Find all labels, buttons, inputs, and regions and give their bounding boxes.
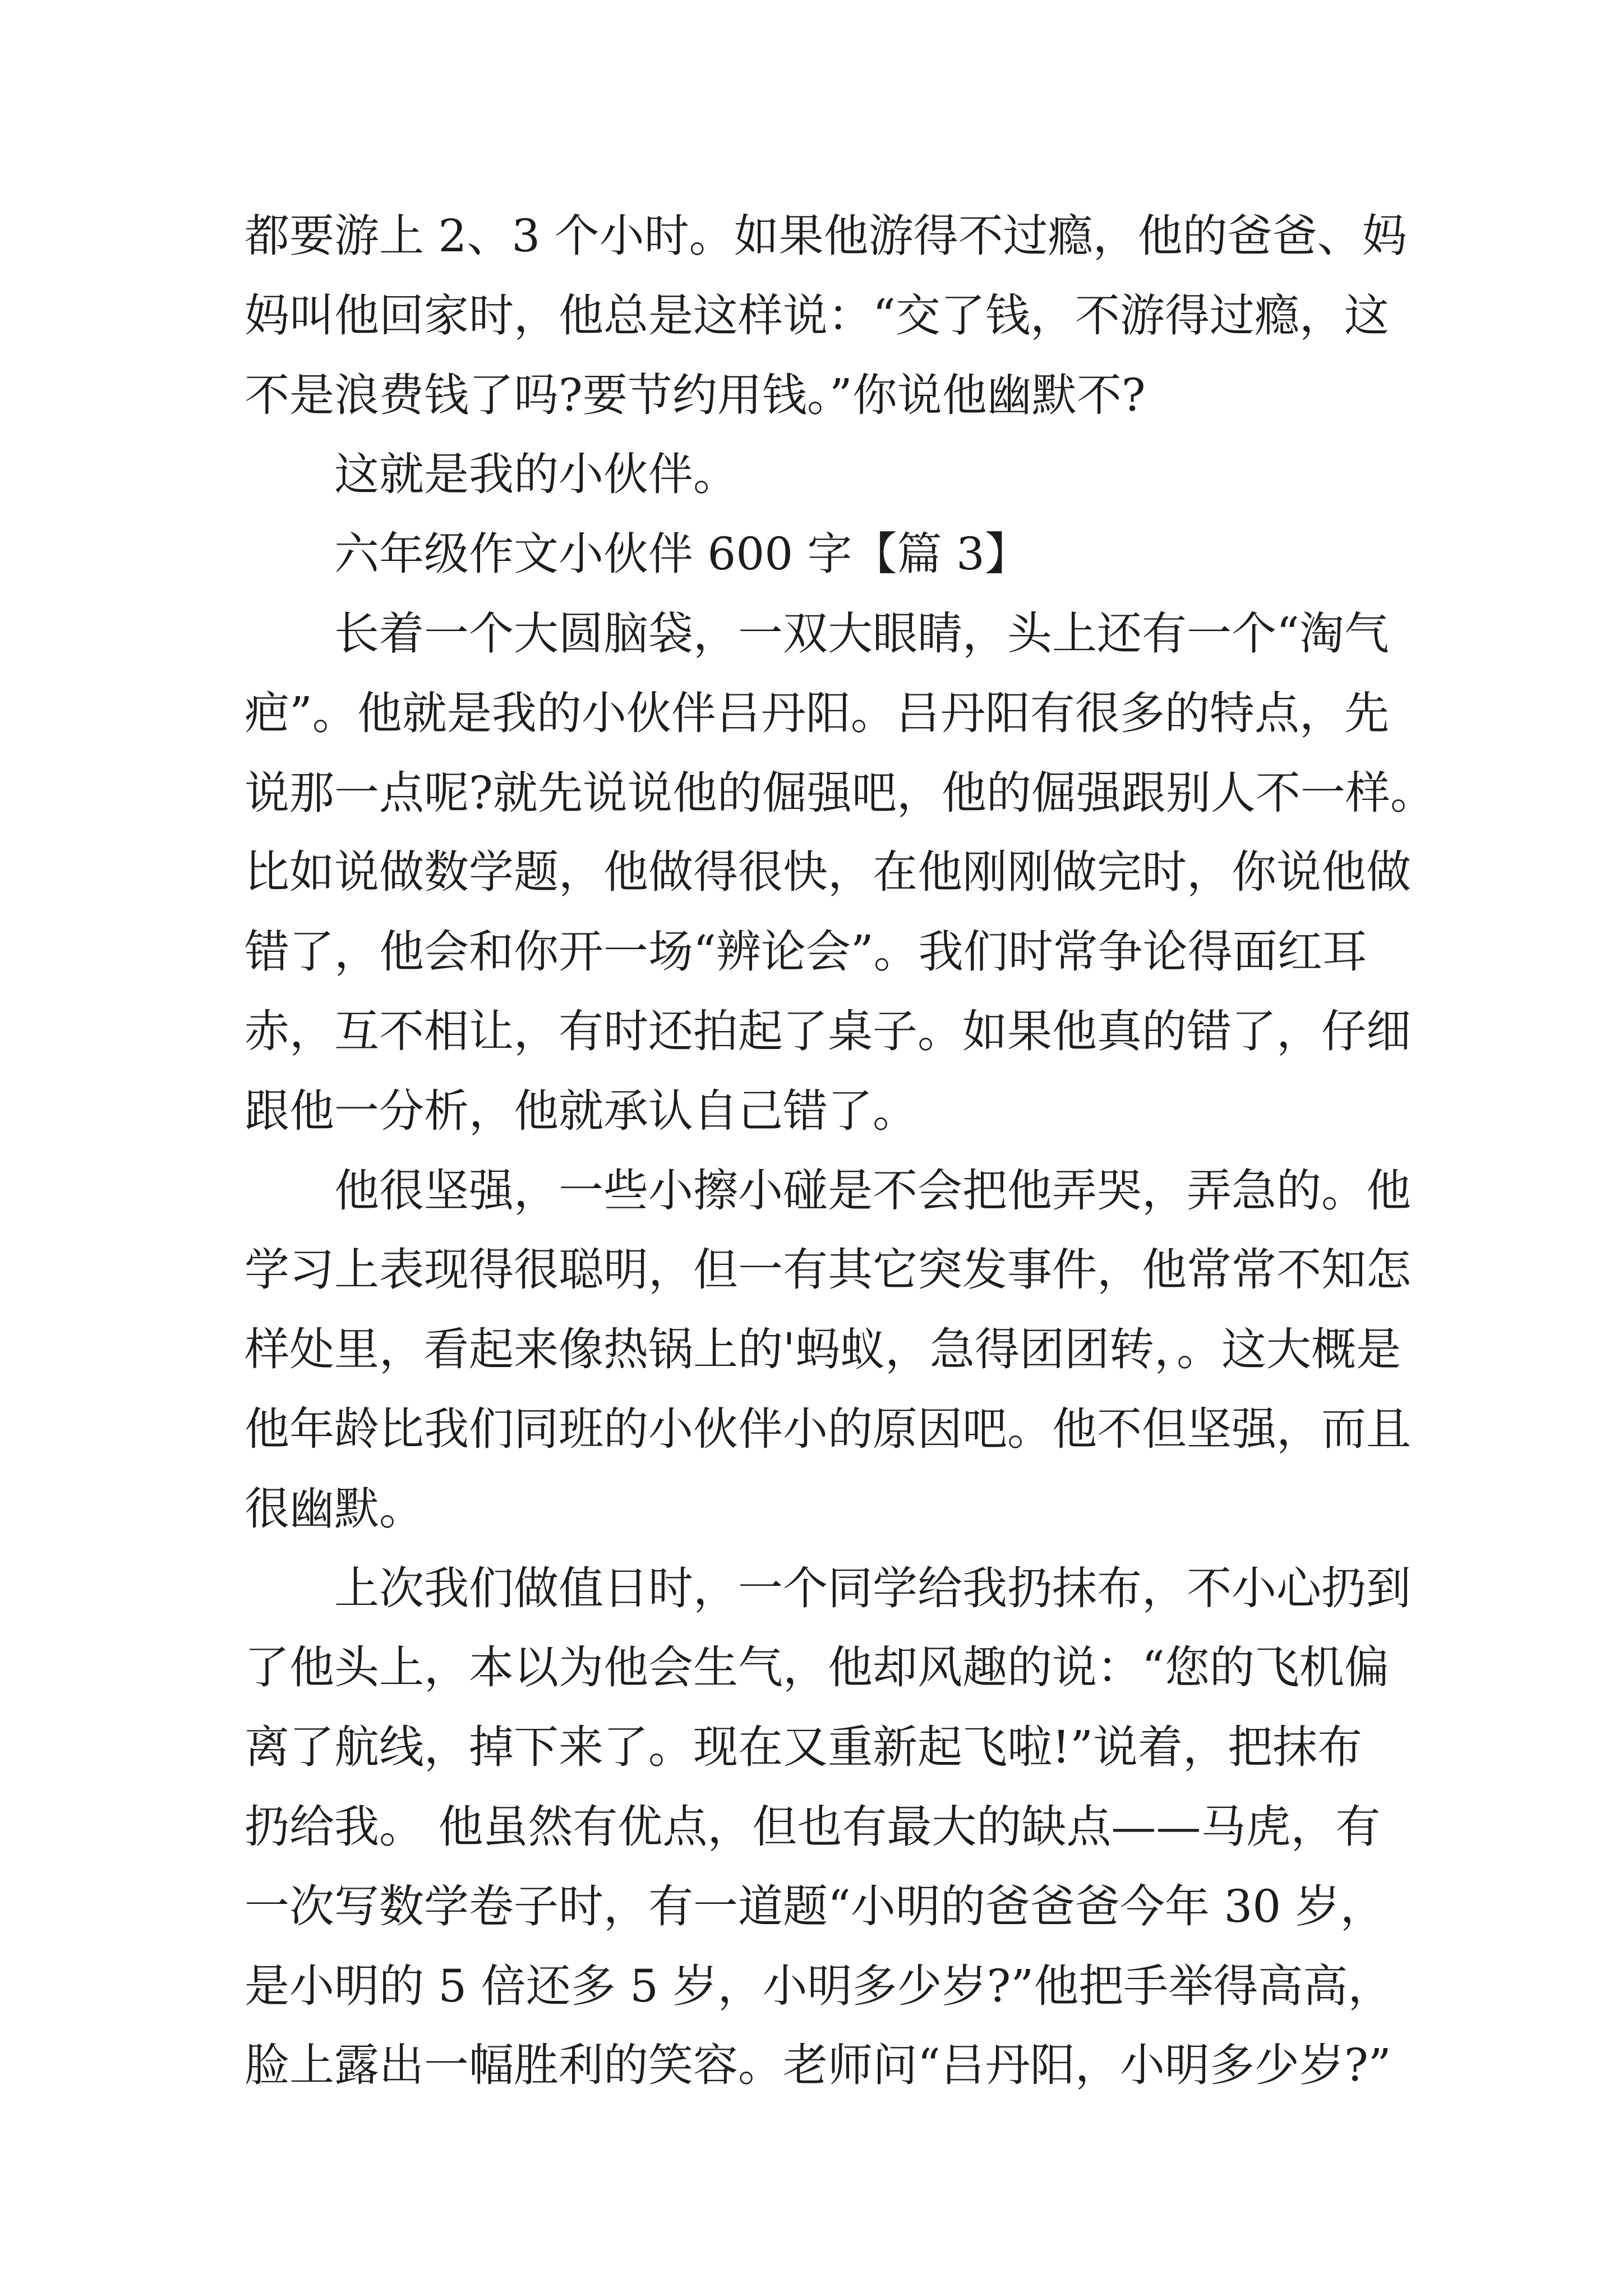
text-line: 很幽默。 bbox=[245, 1482, 424, 1535]
text-line: 扔给我。 他虽然有优点，但也有最大的缺点——马虎，有 bbox=[245, 1800, 1381, 1853]
text-line: 说那一点呢?就先说说他的倔强吧，他的倔强跟别人不一样。 bbox=[245, 766, 1435, 819]
text-line: 都要游上 2、3 个小时。如果他游得不过瘾，他的爸爸、妈 bbox=[245, 210, 1407, 262]
text-line: 样处里，看起来像热锅上的'蚂蚁，急得团团转，。这大概是 bbox=[245, 1323, 1401, 1376]
text-line: 一次写数学卷子时，有一道题“小明的爸爸爸今年 30 岁， bbox=[245, 1880, 1385, 1932]
text-line: 比如说做数学题，他做得很快，在他刚刚做完时，你说他做 bbox=[245, 846, 1411, 899]
text-line: 妈叫他回家时，他总是这样说：“交了钱，不游得过瘾，这 bbox=[245, 289, 1389, 342]
section-heading: 六年级作文小伙伴 600 字【篇 3】 bbox=[334, 528, 1030, 581]
text-line: 赤，互不相让，有时还拍起了桌子。如果他真的错了，仔细 bbox=[245, 1005, 1411, 1057]
paragraph-line: 这就是我的小伙伴。 bbox=[334, 448, 738, 501]
paragraph-line: 上次我们做值日时，一个同学给我扔抹布，不小心扔到 bbox=[334, 1562, 1411, 1614]
text-line: 了他头上，本以为他会生气，他却风趣的说：“您的飞机偏 bbox=[245, 1641, 1389, 1694]
paragraph-line: 长着一个大圆脑袋，一双大眼睛，头上还有一个“淘气 bbox=[334, 607, 1389, 660]
paragraph-line: 他很坚强，一些小擦小碰是不会把他弄哭，弄急的。他 bbox=[334, 1164, 1411, 1217]
text-line: 离了航线，掉下来了。现在又重新起飞啦!”说着，把抹布 bbox=[245, 1721, 1363, 1774]
text-line: 是小明的 5 倍还多 5 岁，小明多少岁?”他把手举得高高， bbox=[245, 1959, 1393, 2012]
text-line: 学习上表现得很聪明，但一有其它突发事件，他常常不知怎 bbox=[245, 1244, 1411, 1296]
text-line: 不是浪费钱了吗?要节约用钱。”你说他幽默不? bbox=[245, 369, 1146, 421]
text-line: 脸上露出一幅胜利的笑容。老师问“吕丹阳，小明多少岁?” bbox=[245, 2039, 1391, 2092]
text-line: 跟他一分析，他就承认自己错了。 bbox=[245, 1084, 917, 1137]
text-line: 他年龄比我们同班的小伙伴小的原因吧。他不但坚强，而且 bbox=[245, 1402, 1411, 1455]
text-line: 错了，他会和你开一场“辨论会”。我们时常争论得面红耳 bbox=[245, 926, 1367, 978]
essay-body bbox=[245, 196, 1435, 2105]
text-line: 疤”。他就是我的小伙伴吕丹阳。吕丹阳有很多的特点，先 bbox=[245, 687, 1389, 739]
